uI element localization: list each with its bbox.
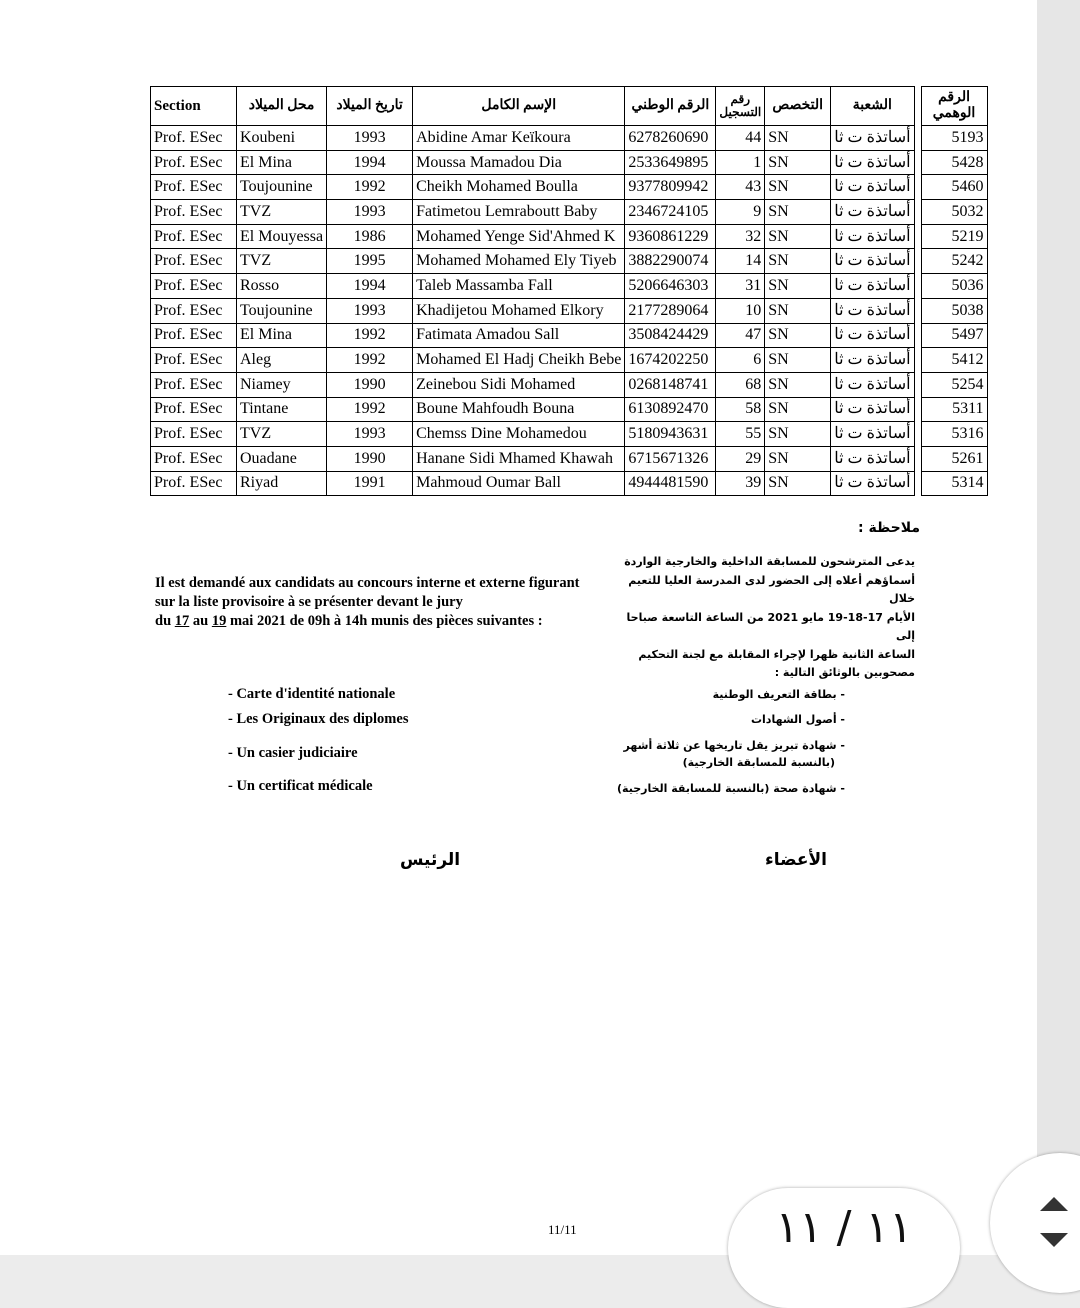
table-row bbox=[151, 446, 988, 471]
column-separator bbox=[914, 446, 921, 471]
cell-specialty: SN bbox=[765, 274, 831, 299]
cell-section: Prof. ESec bbox=[151, 175, 237, 200]
table-row bbox=[151, 372, 988, 397]
column-separator bbox=[914, 372, 921, 397]
header-specialty: التخصص bbox=[765, 87, 831, 126]
cell-anonymous-number: 5497 bbox=[921, 323, 987, 348]
cell-national-id: 6715671326 bbox=[625, 446, 716, 471]
cell-specialty: SN bbox=[765, 372, 831, 397]
cell-branch: أساتذة ت ثا bbox=[831, 249, 914, 274]
cell-anonymous-number: 5036 bbox=[921, 274, 987, 299]
cell-birthplace: Ouadane bbox=[237, 446, 327, 471]
cell-section: Prof. ESec bbox=[151, 348, 237, 373]
table-row bbox=[151, 274, 988, 299]
cell-registration-number: 55 bbox=[716, 422, 765, 447]
column-separator bbox=[914, 175, 921, 200]
cell-fullname: Mohamed Mohamed Ely Tiyeb bbox=[413, 249, 625, 274]
note-arabic-line: الأيام 17-18-19 مايو 2021 من الساعة التاسعة صباحا إلى bbox=[626, 610, 915, 642]
cell-anonymous-number: 5314 bbox=[921, 471, 987, 496]
table-row bbox=[151, 249, 988, 274]
cell-registration-number: 44 bbox=[716, 126, 765, 151]
cell-branch: أساتذة ت ثا bbox=[831, 397, 914, 422]
header-fullname: الإسم الكامل bbox=[413, 87, 625, 126]
table-row bbox=[151, 471, 988, 496]
cell-birthdate: 1992 bbox=[327, 348, 413, 373]
date-start: 17 bbox=[174, 613, 190, 629]
cell-birthdate: 1994 bbox=[327, 150, 413, 175]
cell-birthdate: 1992 bbox=[327, 175, 413, 200]
cell-national-id: 3882290074 bbox=[625, 249, 716, 274]
cell-section: Prof. ESec bbox=[151, 372, 237, 397]
table-row bbox=[151, 298, 988, 323]
cell-anonymous-number: 5316 bbox=[921, 422, 987, 447]
column-separator bbox=[914, 471, 921, 496]
cell-birthplace: Rosso bbox=[237, 274, 327, 299]
cell-birthdate: 1992 bbox=[327, 397, 413, 422]
document-item: - بطاقة التعريف الوطنية bbox=[712, 688, 845, 701]
cell-fullname: Chemss Dine Mohamedou bbox=[413, 422, 625, 447]
cell-specialty: SN bbox=[765, 323, 831, 348]
cell-birthplace: TVZ bbox=[237, 422, 327, 447]
cell-anonymous-number: 5193 bbox=[921, 126, 987, 151]
table-row bbox=[151, 150, 988, 175]
cell-registration-number: 39 bbox=[716, 471, 765, 496]
cell-birthdate: 1990 bbox=[327, 446, 413, 471]
document-item-note: (بالنسبة للمسابقة الخارجية) bbox=[682, 756, 835, 769]
cell-registration-number: 14 bbox=[716, 249, 765, 274]
note-arabic-line: يدعى المترشحون للمسابقة الداخلية والخارجية الواردة bbox=[624, 555, 915, 568]
table-row bbox=[151, 397, 988, 422]
header-national-id: الرقم الوطني bbox=[625, 87, 716, 126]
header-birthplace: محل الميلاد bbox=[237, 87, 327, 126]
cell-anonymous-number: 5311 bbox=[921, 397, 987, 422]
header-anonymous-number: الرقم الوهمي bbox=[921, 87, 987, 126]
note-french-line: du 17 au 19 mai 2021 de 09h à 14h munis des pièces suivantes : bbox=[155, 613, 543, 629]
cell-birthdate: 1990 bbox=[327, 372, 413, 397]
cell-registration-number: 58 bbox=[716, 397, 765, 422]
cell-birthdate: 1993 bbox=[327, 298, 413, 323]
cell-fullname: Khadijetou Mohamed Elkory bbox=[413, 298, 625, 323]
column-separator bbox=[914, 200, 921, 225]
column-separator bbox=[914, 422, 921, 447]
header-birthdate: تاريخ الميلاد bbox=[327, 87, 413, 126]
cell-registration-number: 31 bbox=[716, 274, 765, 299]
column-separator bbox=[914, 298, 921, 323]
cell-fullname: Zeinebou Sidi Mohamed bbox=[413, 372, 625, 397]
cell-anonymous-number: 5219 bbox=[921, 224, 987, 249]
cell-registration-number: 6 bbox=[716, 348, 765, 373]
cell-fullname: Fatimetou Lemraboutt Baby bbox=[413, 200, 625, 225]
cell-national-id: 1674202250 bbox=[625, 348, 716, 373]
cell-birthdate: 1993 bbox=[327, 200, 413, 225]
cell-specialty: SN bbox=[765, 249, 831, 274]
cell-anonymous-number: 5261 bbox=[921, 446, 987, 471]
cell-birthplace: El Mina bbox=[237, 150, 327, 175]
cell-birthplace: El Mouyessa bbox=[237, 224, 327, 249]
table-row bbox=[151, 224, 988, 249]
cell-branch: أساتذة ت ثا bbox=[831, 224, 914, 249]
cell-fullname: Fatimata Amadou Sall bbox=[413, 323, 625, 348]
table-row bbox=[151, 348, 988, 373]
document-item: - Un casier judiciaire bbox=[228, 745, 358, 761]
table-row bbox=[151, 175, 988, 200]
cell-section: Prof. ESec bbox=[151, 422, 237, 447]
cell-registration-number: 68 bbox=[716, 372, 765, 397]
cell-branch: أساتذة ت ثا bbox=[831, 422, 914, 447]
cell-birthdate: 1991 bbox=[327, 471, 413, 496]
cell-national-id: 2177289064 bbox=[625, 298, 716, 323]
document-item: - Les Originaux des diplomes bbox=[228, 711, 409, 727]
cell-fullname: Mohamed Yenge Sid'Ahmed K bbox=[413, 224, 625, 249]
cell-branch: أساتذة ت ثا bbox=[831, 126, 914, 151]
cell-branch: أساتذة ت ثا bbox=[831, 274, 914, 299]
cell-fullname: Boune Mahfoudh Bouna bbox=[413, 397, 625, 422]
cell-national-id: 9360861229 bbox=[625, 224, 716, 249]
cell-birthdate: 1994 bbox=[327, 274, 413, 299]
cell-registration-number: 47 bbox=[716, 323, 765, 348]
cell-branch: أساتذة ت ثا bbox=[831, 175, 914, 200]
cell-birthdate: 1993 bbox=[327, 126, 413, 151]
cell-fullname: Hanane Sidi Mhamed Khawah bbox=[413, 446, 625, 471]
cell-national-id: 9377809942 bbox=[625, 175, 716, 200]
note-title: ملاحظة : bbox=[858, 520, 920, 536]
cell-anonymous-number: 5032 bbox=[921, 200, 987, 225]
note-arabic-line: مصحوبين بالوثائق التالية : bbox=[774, 666, 915, 679]
cell-national-id: 5206646303 bbox=[625, 274, 716, 299]
cell-registration-number: 32 bbox=[716, 224, 765, 249]
cell-birthdate: 1995 bbox=[327, 249, 413, 274]
document-item: - Un certificat médicale bbox=[228, 778, 373, 794]
cell-birthplace: Toujounine bbox=[237, 175, 327, 200]
cell-branch: أساتذة ت ثا bbox=[831, 200, 914, 225]
cell-section: Prof. ESec bbox=[151, 471, 237, 496]
cell-birthdate: 1992 bbox=[327, 323, 413, 348]
cell-birthplace: Tintane bbox=[237, 397, 327, 422]
note-french bbox=[155, 574, 625, 631]
cell-national-id: 5180943631 bbox=[625, 422, 716, 447]
date-end: 19 bbox=[211, 613, 227, 629]
note-arabic bbox=[615, 553, 915, 683]
cell-specialty: SN bbox=[765, 446, 831, 471]
page-number: 11/11 bbox=[548, 1222, 577, 1237]
cell-specialty: SN bbox=[765, 397, 831, 422]
cell-fullname: Moussa Mamadou Dia bbox=[413, 150, 625, 175]
cell-fullname: Mahmoud Oumar Ball bbox=[413, 471, 625, 496]
cell-anonymous-number: 5460 bbox=[921, 175, 987, 200]
cell-section: Prof. ESec bbox=[151, 446, 237, 471]
cell-birthdate: 1993 bbox=[327, 422, 413, 447]
column-separator bbox=[914, 87, 921, 126]
note-french-line: sur la liste provisoire à se présenter devant le jury bbox=[155, 594, 463, 610]
cell-specialty: SN bbox=[765, 126, 831, 151]
note-arabic-line: أسماؤهم أعلاه إلى الحضور لدى المدرسة العليا للتعيم خلال bbox=[628, 573, 915, 605]
column-separator bbox=[914, 323, 921, 348]
column-separator bbox=[914, 126, 921, 151]
cell-branch: أساتذة ت ثا bbox=[831, 150, 914, 175]
cell-national-id: 2346724105 bbox=[625, 200, 716, 225]
table-row bbox=[151, 323, 988, 348]
cell-branch: أساتذة ت ثا bbox=[831, 446, 914, 471]
cell-national-id: 2533649895 bbox=[625, 150, 716, 175]
cell-section: Prof. ESec bbox=[151, 126, 237, 151]
cell-section: Prof. ESec bbox=[151, 249, 237, 274]
column-separator bbox=[914, 397, 921, 422]
cell-specialty: SN bbox=[765, 224, 831, 249]
cell-birthdate: 1986 bbox=[327, 224, 413, 249]
cell-registration-number: 43 bbox=[716, 175, 765, 200]
cell-fullname: Abidine Amar Keïkoura bbox=[413, 126, 625, 151]
cell-registration-number: 1 bbox=[716, 150, 765, 175]
cell-specialty: SN bbox=[765, 422, 831, 447]
document-item: - شهادة صحة (بالنسبة للمسابقة الخارجية) bbox=[617, 782, 845, 795]
cell-registration-number: 9 bbox=[716, 200, 765, 225]
header-registration-number: رقم التسجيل bbox=[716, 87, 765, 126]
cell-branch: أساتذة ت ثا bbox=[831, 298, 914, 323]
page-indicator-label: ١١ / ١١ bbox=[775, 1202, 913, 1253]
cell-national-id: 3508424429 bbox=[625, 323, 716, 348]
cell-birthplace: TVZ bbox=[237, 200, 327, 225]
cell-national-id: 6278260690 bbox=[625, 126, 716, 151]
cell-anonymous-number: 5038 bbox=[921, 298, 987, 323]
cell-section: Prof. ESec bbox=[151, 274, 237, 299]
header-branch: الشعبة bbox=[831, 87, 914, 126]
column-separator bbox=[914, 274, 921, 299]
document-item: - أصول الشهادات bbox=[750, 713, 845, 726]
cell-fullname: Cheikh Mohamed Boulla bbox=[413, 175, 625, 200]
cell-anonymous-number: 5242 bbox=[921, 249, 987, 274]
column-separator bbox=[914, 249, 921, 274]
document-item: - شهادة تبريز يقل تاريخها عن ثلاثة أشهر bbox=[623, 739, 845, 752]
table-row bbox=[151, 200, 988, 225]
cell-national-id: 0268148741 bbox=[625, 372, 716, 397]
cell-birthplace: El Mina bbox=[237, 323, 327, 348]
table-header-row bbox=[151, 87, 988, 126]
note-french-line: Il est demandé aux candidats au concours interne et externe figurant bbox=[155, 575, 580, 591]
header-section: Section bbox=[151, 87, 237, 126]
cell-birthplace: Toujounine bbox=[237, 298, 327, 323]
column-separator bbox=[914, 150, 921, 175]
cell-section: Prof. ESec bbox=[151, 397, 237, 422]
members-signature-label: الأعضاء bbox=[765, 850, 827, 870]
cell-fullname: Taleb Massamba Fall bbox=[413, 274, 625, 299]
cell-specialty: SN bbox=[765, 175, 831, 200]
cell-specialty: SN bbox=[765, 298, 831, 323]
cell-specialty: SN bbox=[765, 471, 831, 496]
column-separator bbox=[914, 348, 921, 373]
cell-branch: أساتذة ت ثا bbox=[831, 471, 914, 496]
cell-branch: أساتذة ت ثا bbox=[831, 348, 914, 373]
cell-anonymous-number: 5428 bbox=[921, 150, 987, 175]
cell-branch: أساتذة ت ثا bbox=[831, 323, 914, 348]
cell-registration-number: 29 bbox=[716, 446, 765, 471]
cell-section: Prof. ESec bbox=[151, 298, 237, 323]
viewer-side-panel bbox=[1037, 0, 1080, 1255]
cell-branch: أساتذة ت ثا bbox=[831, 372, 914, 397]
cell-birthplace: TVZ bbox=[237, 249, 327, 274]
cell-birthplace: Niamey bbox=[237, 372, 327, 397]
cell-anonymous-number: 5412 bbox=[921, 348, 987, 373]
cell-specialty: SN bbox=[765, 348, 831, 373]
cell-anonymous-number: 5254 bbox=[921, 372, 987, 397]
note-arabic-line: الساعة الثانية ظهرا لإجراء المقابلة مع لجنة التحكيم bbox=[638, 647, 915, 661]
document-item: - Carte d'identité nationale bbox=[228, 686, 396, 702]
cell-section: Prof. ESec bbox=[151, 224, 237, 249]
page-indicator bbox=[728, 1188, 960, 1308]
cell-national-id: 4944481590 bbox=[625, 471, 716, 496]
table-row bbox=[151, 126, 988, 151]
cell-specialty: SN bbox=[765, 200, 831, 225]
cell-fullname: Mohamed El Hadj Cheikh Bebe bbox=[413, 348, 625, 373]
cell-specialty: SN bbox=[765, 150, 831, 175]
president-signature-label: الرئيس bbox=[400, 850, 461, 870]
cell-national-id: 6130892470 bbox=[625, 397, 716, 422]
cell-section: Prof. ESec bbox=[151, 200, 237, 225]
cell-section: Prof. ESec bbox=[151, 150, 237, 175]
previous-page-arrow-icon[interactable] bbox=[1040, 1197, 1068, 1211]
table-row bbox=[151, 422, 988, 447]
cell-registration-number: 10 bbox=[716, 298, 765, 323]
cell-birthplace: Koubeni bbox=[237, 126, 327, 151]
cell-birthplace: Aleg bbox=[237, 348, 327, 373]
candidates-table bbox=[150, 86, 988, 496]
cell-birthplace: Riyad bbox=[237, 471, 327, 496]
column-separator bbox=[914, 224, 921, 249]
cell-section: Prof. ESec bbox=[151, 323, 237, 348]
next-page-arrow-icon[interactable] bbox=[1040, 1233, 1068, 1247]
